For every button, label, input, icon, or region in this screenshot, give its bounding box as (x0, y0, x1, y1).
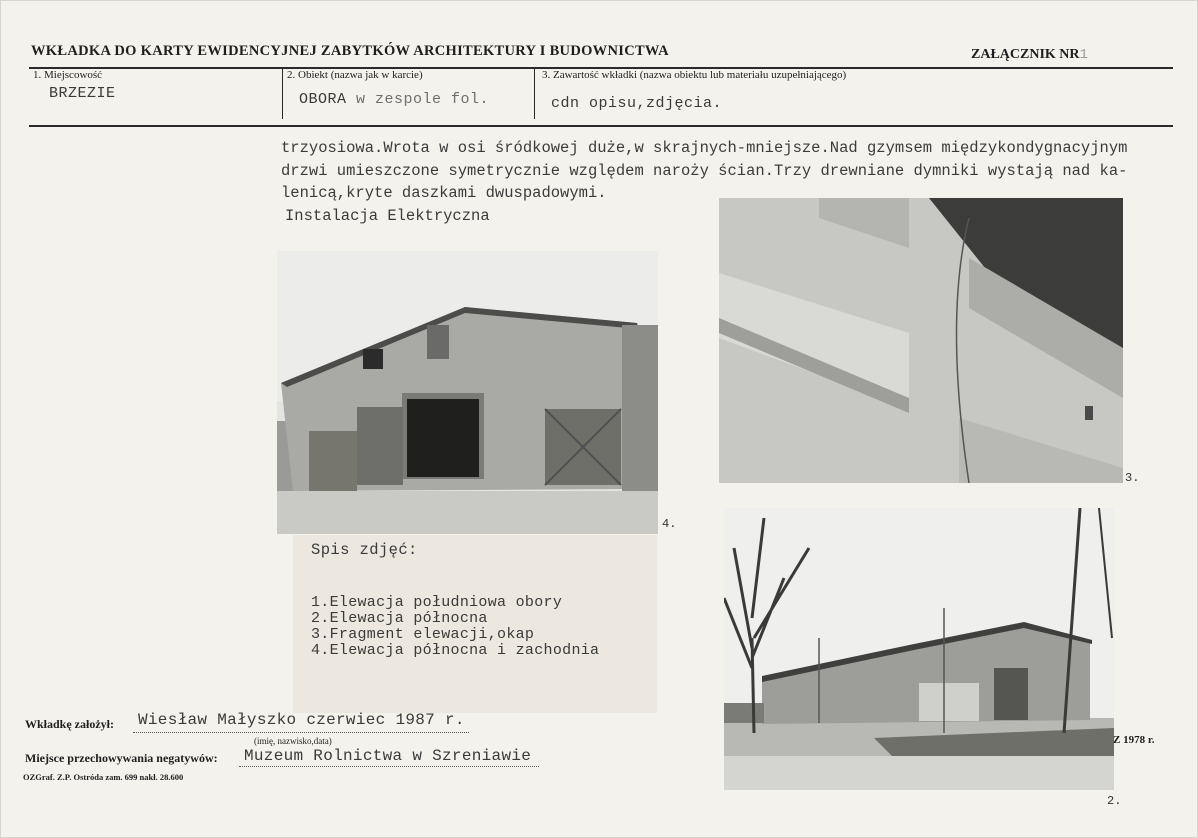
barn-front-image (277, 251, 658, 534)
photo-number-3: 3. (1125, 471, 1140, 485)
annex-label: ZAŁĄCZNIK NR (971, 47, 1080, 62)
photo-list-title: Spis zdjęć: (311, 541, 418, 559)
storage-value: Muzeum Rolnictwa w Szreniawie (244, 747, 532, 765)
printer-note: OZGraf. Z.P. Ostróda zam. 699 nakł. 28.600 (23, 772, 184, 782)
photo-eaves-fragment (719, 198, 1123, 483)
field-label-locality: 1. Miejscowość (33, 69, 103, 81)
photo-barn-front (277, 251, 658, 534)
eaves-fragment-image (719, 198, 1123, 483)
field-divider-1 (282, 67, 283, 119)
field-value-contents: cdn opisu,zdjęcia. (551, 95, 723, 112)
description-line: lenicą,kryte daszkami dwuspadowymi. (281, 184, 607, 202)
form-year-note: Z 1978 r. (1113, 734, 1155, 746)
storage-line (239, 766, 539, 767)
field-value-locality: BRZEZIE (49, 85, 116, 102)
section-heading: Instalacja Elektryczna (285, 206, 490, 225)
author-line (133, 732, 469, 733)
description-line: drzwi umieszczone symetrycznie względem naroży ścian.Trzy drewniane dymniki wystają nad ka- (281, 161, 1128, 180)
field-label-object: 2. Obiekt (nazwa jak w karcie) (287, 69, 423, 81)
photo-list-item: 1.Elewacja południowa obory (311, 594, 563, 611)
field-label-contents: 3. Zawartość wkładki (nazwa obiektu lub materiału uzupełniającego) (542, 69, 847, 81)
header-rule-bottom (29, 125, 1173, 127)
photo-number-4: 4. (662, 517, 677, 531)
form-title: WKŁADKA DO KARTY EWIDENCYJNEJ ZABYTKÓW ARCHITEKTURY I BUDOWNICTWA (31, 43, 669, 59)
photo-north-elevation (724, 508, 1114, 790)
field-value-object: OBORA w zespole fol. (299, 91, 490, 108)
north-elevation-image (724, 508, 1114, 790)
author-label: Wkładkę założył: (25, 717, 114, 731)
annex-number (971, 47, 1088, 63)
photo-number-2: 2. (1107, 794, 1122, 808)
annex-number-value: 1 (1079, 47, 1088, 63)
photo-list-item: 2.Elewacja północna (311, 610, 488, 627)
author-hint: (imię, nazwisko,data) (254, 736, 332, 746)
photo-list (293, 535, 657, 713)
description-line: trzyosiowa.Wrota w osi śródkowej duże,w skrajnych-mniejsze.Nad gzymsem międzykondygnacyjnym (281, 139, 1128, 157)
field-divider-2 (534, 67, 535, 119)
storage-label: Miejsce przechowywania negatywów: (25, 751, 218, 765)
photo-list-item: 3.Fragment elewacji,okap (311, 626, 535, 643)
photo-list-item: 4.Elewacja północna i zachodnia (311, 642, 600, 659)
author-value: Wiesław Małyszko czerwiec 1987 r. (138, 711, 465, 729)
